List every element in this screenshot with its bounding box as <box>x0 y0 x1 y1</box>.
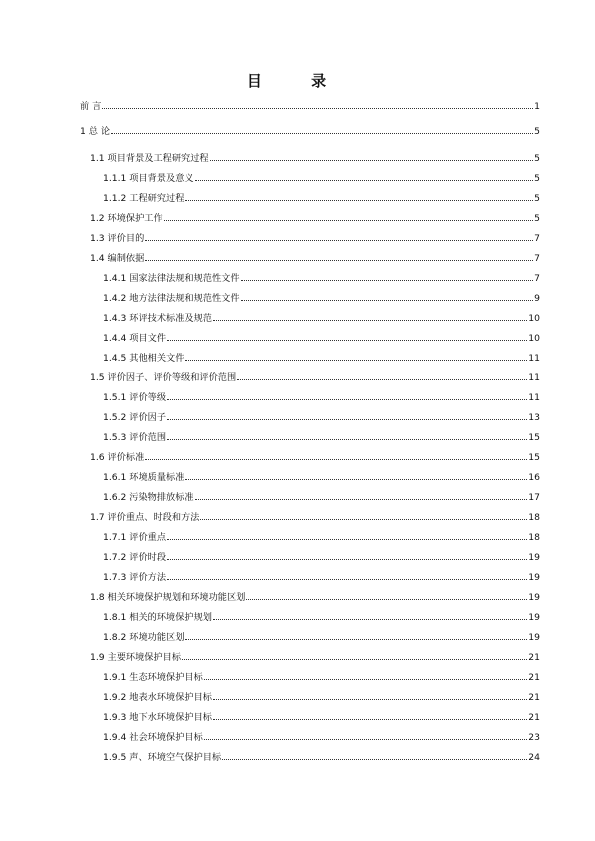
toc-entry-label: 1.1.1 项目背景及意义 <box>103 172 194 184</box>
toc-leader-dots <box>204 669 527 680</box>
toc-entry-label: 1.5.1 评价等级 <box>103 392 167 404</box>
toc-entry[interactable] <box>90 369 540 383</box>
toc-entry[interactable] <box>103 609 540 623</box>
toc-entry-label: 1.6 评价标准 <box>90 452 145 464</box>
toc-leader-dots <box>237 369 527 380</box>
toc-entry-page: 21 <box>528 651 540 663</box>
toc-leader-dots <box>246 589 527 600</box>
toc-entry[interactable] <box>80 123 540 137</box>
toc-leader-dots <box>167 569 527 580</box>
toc-title: 目 录 <box>246 72 349 90</box>
toc-entry[interactable] <box>90 150 540 164</box>
toc-entry-label: 1.5.2 评价因子 <box>103 412 167 424</box>
toc-entry[interactable] <box>103 669 540 683</box>
toc-entry[interactable] <box>103 429 540 443</box>
toc-entry[interactable] <box>90 509 540 523</box>
toc-entry-page: 21 <box>528 671 540 683</box>
toc-entry-page: 5 <box>534 212 540 224</box>
toc-entry-label: 1.8.2 环境功能区划 <box>103 631 185 643</box>
toc-entry-label: 1.7.2 评价时段 <box>103 552 167 563</box>
toc-entry-page: 19 <box>528 591 540 603</box>
toc-entry-label: 1.6.2 污染物排放标准 <box>103 492 194 504</box>
toc-entry-label: 1.9.1 生态环境保护目标 <box>103 671 203 683</box>
toc-entry-page: 5 <box>534 172 540 184</box>
toc-entry-label: 1.1.2 工程研究过程 <box>103 192 185 204</box>
toc-leader-dots <box>241 290 534 301</box>
toc-entry[interactable] <box>103 409 540 423</box>
toc-entry[interactable] <box>90 649 540 663</box>
toc-entry[interactable] <box>103 569 540 583</box>
toc-entry-label: 1.9.5 声、环境空气保护目标 <box>103 751 222 763</box>
toc-entry[interactable] <box>103 389 540 403</box>
toc-entry-page: 13 <box>528 412 540 424</box>
toc-entry[interactable] <box>80 98 540 112</box>
toc-entry-label: 1.4.3 环评技术标准及规范 <box>103 312 212 324</box>
toc-leader-dots <box>185 350 527 361</box>
toc-leader-dots <box>145 250 533 261</box>
toc-entry-page: 11 <box>528 372 540 384</box>
toc-entry-label: 1.3 评价目的 <box>90 232 145 244</box>
toc-entry[interactable] <box>103 629 540 643</box>
toc-leader-dots <box>167 389 527 400</box>
toc-entry-page: 7 <box>534 272 540 284</box>
toc-leader-dots <box>213 689 527 700</box>
toc-leader-dots <box>167 529 527 540</box>
toc-leader-dots <box>167 330 527 341</box>
toc-entry-label: 1.7 评价重点、时段和方法 <box>90 512 200 524</box>
toc-entry-page: 9 <box>534 292 540 304</box>
toc-entry-page: 7 <box>534 252 540 264</box>
toc-leader-dots <box>102 98 533 109</box>
toc-entry[interactable] <box>103 330 540 344</box>
toc-leader-dots <box>167 409 527 420</box>
toc-leader-dots <box>200 509 527 520</box>
toc-leader-dots <box>185 190 533 201</box>
toc-entry-page: 21 <box>528 691 540 703</box>
toc-entry[interactable] <box>103 350 540 364</box>
toc-entry-page: 19 <box>528 552 540 563</box>
toc-entry-page: 19 <box>528 611 540 623</box>
toc-leader-dots <box>241 270 534 281</box>
toc-leader-dots <box>145 230 533 241</box>
toc-entry-page: 24 <box>528 751 540 763</box>
toc-leader-dots <box>182 649 527 660</box>
toc-entry-label: 1.9 主要环境保护目标 <box>90 651 182 663</box>
toc-leader-dots <box>167 549 527 560</box>
toc-entry-label: 1.4.1 国家法律法规和规范性文件 <box>103 272 240 284</box>
toc-entry[interactable] <box>103 709 540 723</box>
toc-entry-page: 5 <box>534 192 540 204</box>
toc-leader-dots <box>195 489 528 500</box>
toc-entry-page: 10 <box>528 312 540 324</box>
toc-entry-page: 1 <box>534 101 540 112</box>
toc-entry-page: 5 <box>534 153 540 164</box>
toc-entry[interactable] <box>103 270 540 284</box>
toc-entry-label: 1.6.1 环境质量标准 <box>103 472 185 484</box>
toc-leader-dots <box>185 629 527 640</box>
toc-leader-dots <box>213 609 527 620</box>
toc-entry[interactable] <box>103 290 540 304</box>
toc-entry[interactable] <box>103 729 540 743</box>
toc-leader-dots <box>145 449 527 460</box>
toc-entry-label: 1.5.3 评价范围 <box>103 432 167 444</box>
toc-leader-dots <box>111 123 533 134</box>
toc-entry-label: 1.9.4 社会环境保护目标 <box>103 731 203 743</box>
toc-entry-page: 21 <box>528 711 540 723</box>
toc-entry-label: 1.4 编制依据 <box>90 252 145 264</box>
toc-entry-label: 1.9.3 地下水环境保护目标 <box>103 711 212 723</box>
toc-entry[interactable] <box>103 310 540 324</box>
toc-entry-label: 1.1 项目背景及工程研究过程 <box>90 153 209 164</box>
toc-entry-page: 15 <box>528 432 540 444</box>
toc-leader-dots <box>213 310 527 321</box>
toc-entry[interactable] <box>90 230 540 244</box>
toc-entry-page: 10 <box>528 332 540 344</box>
toc-entry-label: 1 总 论 <box>80 126 111 137</box>
toc-entry[interactable] <box>103 489 540 503</box>
toc-entry-page: 5 <box>534 126 540 137</box>
toc-entry-page: 19 <box>528 631 540 643</box>
toc-entry-page: 18 <box>528 512 540 524</box>
toc-leader-dots <box>167 429 527 440</box>
toc-entry[interactable] <box>103 469 540 483</box>
toc-leader-dots <box>185 469 527 480</box>
toc-entry-label: 1.4.4 项目文件 <box>103 332 167 344</box>
toc-entry-page: 15 <box>528 452 540 464</box>
toc-entry-label: 1.7.3 评价方法 <box>103 571 167 583</box>
toc-entry-label: 1.8.1 相关的环境保护规划 <box>103 611 212 623</box>
toc-entry-label: 1.4.2 地方法律法规和规范性文件 <box>103 292 240 304</box>
toc-entry-label: 1.7.1 评价重点 <box>103 532 167 544</box>
toc-entry[interactable] <box>90 210 540 224</box>
toc-entry-page: 7 <box>534 232 540 244</box>
toc-entry-page: 18 <box>528 532 540 544</box>
toc-leader-dots <box>195 170 534 181</box>
toc-leader-dots <box>213 709 527 720</box>
toc-leader-dots <box>222 749 527 760</box>
toc-entry[interactable] <box>103 190 540 204</box>
toc-entry[interactable] <box>90 589 540 603</box>
toc-entry[interactable] <box>103 689 540 703</box>
toc-entry-page: 16 <box>528 472 540 484</box>
toc-entry[interactable] <box>90 449 540 463</box>
toc-entry-label: 1.5 评价因子、评价等级和评价范围 <box>90 372 237 384</box>
toc-entry-label: 1.8 相关环境保护规划和环境功能区划 <box>90 591 246 603</box>
toc-entry-label: 1.4.5 其他相关文件 <box>103 352 185 364</box>
toc-entry-page: 23 <box>528 731 540 743</box>
toc-entry-page: 11 <box>528 392 540 404</box>
toc-entry-label: 1.9.2 地表水环境保护目标 <box>103 691 212 703</box>
toc-entry-label: 前 言 <box>80 101 102 112</box>
toc-entry[interactable] <box>103 170 540 184</box>
toc-entry-page: 17 <box>528 492 540 504</box>
toc-entry[interactable] <box>103 749 540 763</box>
toc-entry-label: 1.2 环境保护工作 <box>90 212 163 224</box>
toc-entry-page: 11 <box>528 352 540 364</box>
toc-entry[interactable] <box>90 250 540 264</box>
toc-entry[interactable] <box>103 529 540 543</box>
toc-leader-dots <box>164 210 533 221</box>
toc-entry[interactable] <box>103 549 540 563</box>
toc-leader-dots <box>210 150 534 161</box>
toc-leader-dots <box>204 729 527 740</box>
toc-entry-page: 19 <box>528 571 540 583</box>
